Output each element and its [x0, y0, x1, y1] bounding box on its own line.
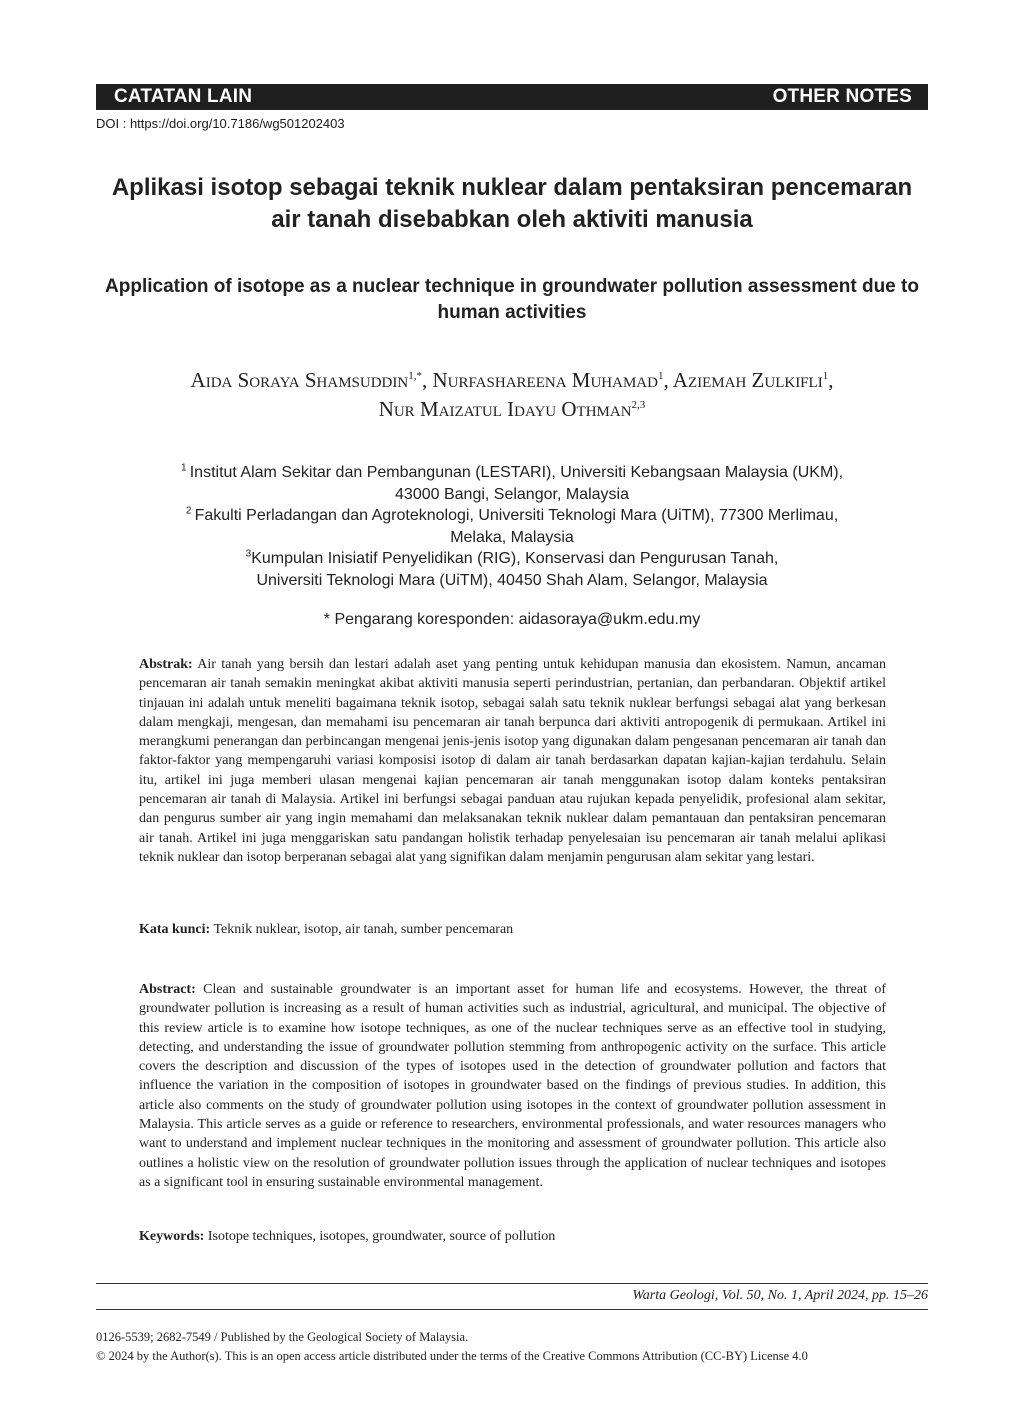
author-separator: , — [421, 368, 433, 392]
author-list — [96, 366, 928, 424]
affiliation-line: Institut Alam Sekitar dan Pembangunan (LESTARI), Universiti Kebangsaan Malaysia (UKM), — [189, 464, 844, 481]
keywords-text: Isotope techniques, isotopes, groundwater, source of pollution — [207, 1229, 556, 1244]
abstract-text: Air tanah yang bersih dan lestari adalah aset yang penting untuk kehidupan manusia dan ekosistem. Namun, ancaman pencemaran air tanah semakin meningkat akibat aktiviti manusia seperti perindustrian, pertanian, dan perbandaran. Objektif artikel tinjauan ini adalah untuk meneliti bagaimana teknik isotop, sebagai salah satu teknik nuklear berfungsi sebagai alat yang berkesan dalam mengkaji, mengesan, dan memahami isu pencemaran air tanah berpunca dari aktiviti antropogenik di permukaan. Artikel ini merangkumi penerangan dan perbincangan mengenai jenis-jenis isotop yang digunakan dalam pengesanan pencemaran air tanah dan faktor-faktor yang mempengaruhi variasi komposisi isotop di dalam air tanah berdasarkan dapatan kajian-kajian terdahulu. Selain itu, artikel ini juga memberi ulasan mengenai kajian pencemaran air tanah menggunakan isotop dalam konteks pentaksiran pencemaran air tanah di Malaysia. Artikel ini berfungsi sebagai panduan atau rujukan kepada penyelidik, profesional alam sekitar, dan pengurus sumber air yang ingin memahami dan melaksanakan teknik nuklear dalam pemantauan dan pentaksiran pencemaran air tanah. Artikel ini juga menggariskan satu pandangan holistik terhadap penyelesaian isu pencemaran air tanah melalui aplikasi teknik nuklear dan isotop berperanan sebagai alat yang signifikan dalam menjamin pengurusan alam sekitar yang lestari. — [139, 657, 886, 865]
section-label-malay: CATATAN LAIN — [114, 86, 253, 107]
keywords-text: Teknik nuklear, isotop, air tanah, sumber pencemaran — [213, 922, 514, 937]
affiliation-number: 2 — [185, 505, 192, 517]
footer-divider-top — [96, 1283, 928, 1284]
author-name: Aziemah Zulkifli — [672, 368, 823, 392]
affiliation-item — [96, 462, 928, 505]
keywords-label: Kata kunci: — [139, 922, 211, 937]
journal-reference: Warta Geologi, Vol. 50, No. 1, April 2024, pp. 15–26 — [632, 1288, 928, 1303]
affiliation-list — [96, 462, 928, 591]
abstract-label: Abstract: — [139, 982, 196, 997]
abstract-label: Abstrak: — [139, 657, 193, 672]
footer-divider-bottom — [96, 1309, 928, 1310]
abstract-english — [139, 980, 886, 1192]
issn-publisher: 0126-5539; 2682-7549 / Published by the Geological Society of Malaysia. — [96, 1330, 469, 1344]
keywords-malay — [139, 922, 513, 938]
abstract-malay — [139, 655, 886, 867]
affiliation-line: Universiti Teknologi Mara (UiTM), 40450 Shah Alam, Selangor, Malaysia — [256, 571, 768, 589]
author-name: Nur Maizatul Idayu Othman — [378, 397, 632, 421]
section-label-english: OTHER NOTES — [772, 86, 912, 107]
author-name: Aida Soraya Shamsuddin — [190, 368, 409, 392]
keywords-english — [139, 1229, 555, 1245]
affiliation-number: 3 — [245, 548, 252, 560]
affiliation-line: Melaka, Malaysia — [450, 528, 574, 546]
section-header-bar — [96, 84, 928, 110]
license-notice: © 2024 by the Author(s). This is an open access article distributed under the terms of the Creative Commons Attribution (CC-BY) License 4.0 — [96, 1349, 808, 1363]
abstract-text: Clean and sustainable groundwater is an important asset for human life and ecosystems. However, the threat of groundwater pollution is increasing as a result of human activities such as industrial, agricultural, and municipal. The objective of this review article is to examine how isotope techniques, as one of the nuclear techniques serve as an effective tool in studying, detecting, and understanding the issue of groundwater pollution stemming from anthropogenic activity on the surface. This article covers the description and discussion of the types of isotopes used in the detection of groundwater pollution and factors that influence the variation in the composition of isotopes in groundwater based on the findings of previous studies. In addition, this article also comments on the study of groundwater pollution using isotopes in the context of groundwater pollution assessment in Malaysia. This article serves as a guide or reference to researchers, environmental professionals, and water resources managers who want to understand and implement nuclear techniques in the monitoring and assessment of groundwater pollution. This article also outlines a holistic view on the resolution of groundwater pollution issues through the application of nuclear techniques and isotopes as a significant tool in ensuring sustainable environmental management. — [139, 982, 886, 1190]
corresponding-author: * Pengarang koresponden: aidasoraya@ukm.edu.my — [323, 611, 701, 628]
author-affiliation-mark: 1 — [822, 370, 829, 382]
affiliation-item — [96, 505, 928, 548]
author-separator: , — [828, 368, 834, 392]
author-affiliation-mark: 1,* — [408, 370, 422, 382]
author-separator: , — [663, 368, 673, 392]
keywords-label: Keywords: — [139, 1229, 205, 1244]
affiliation-item — [96, 548, 928, 591]
affiliation-line: 43000 Bangi, Selangor, Malaysia — [395, 485, 629, 503]
doi-link[interactable]: DOI : https://doi.org/10.7186/wg501202403 — [96, 116, 345, 131]
affiliation-number: 1 — [180, 462, 187, 474]
author-affiliation-mark: 2,3 — [631, 399, 646, 411]
title-english: Application of isotope as a nuclear technique in groundwater pollution assessment due to human activities — [105, 276, 919, 323]
author-affiliation-mark: 1 — [657, 370, 664, 382]
affiliation-line: Fakulti Perladangan dan Agroteknologi, Universiti Teknologi Mara (UiTM), 77300 Merlimau, — [194, 507, 839, 524]
affiliation-line: Kumpulan Inisiatif Penyelidikan (RIG), Konservasi dan Pengurusan Tanah, — [251, 550, 779, 567]
title-malay: Aplikasi isotop sebagai teknik nuklear dalam pentaksiran pencemaran air tanah disebabkan oleh aktiviti manusia — [111, 174, 913, 233]
author-name: Nurfashareena Muhamad — [432, 368, 658, 392]
